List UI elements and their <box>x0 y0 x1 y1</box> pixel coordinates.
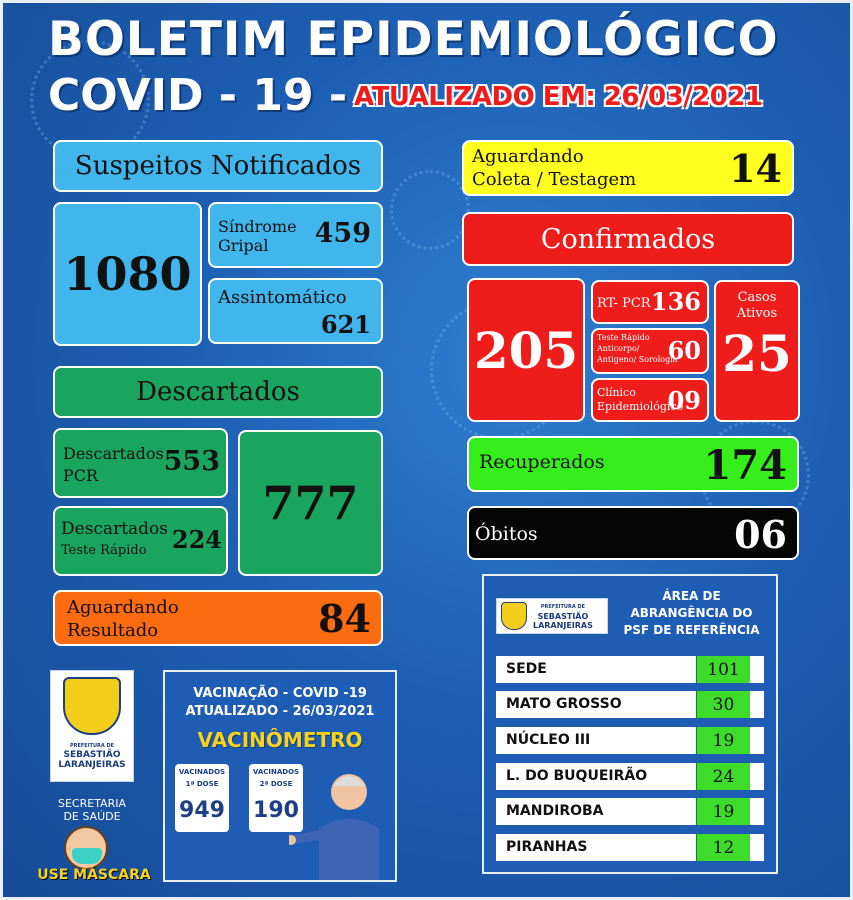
psf-title-3: PSF DE REFERÊNCIA <box>623 623 760 637</box>
prefeitura-logo <box>50 670 134 782</box>
sindrome-label-1: Síndrome <box>218 217 297 236</box>
obitos-label: Óbitos <box>475 523 538 545</box>
secretaria-text <box>40 797 144 823</box>
aguardando-coleta-label-2: Coleta / Testagem <box>472 169 637 190</box>
recuperados-label: Recuperados <box>479 451 605 473</box>
prefeitura-logo <box>496 598 608 634</box>
aguardando-resultado-card <box>53 590 383 646</box>
teste-rapido-label-3: Antigeno/ Sorologia <box>597 355 678 364</box>
secretaria-line-1: SECRETARIA <box>57 797 126 810</box>
teste-rapido-card <box>591 328 709 374</box>
rtpcr-label: RT- PCR <box>597 296 651 311</box>
dose-2-label-2: 2ª DOSE <box>259 780 293 788</box>
casos-ativos-card <box>714 280 800 422</box>
psf-row-name: L. DO BUQUEIRÃO <box>506 768 648 784</box>
sindrome-gripal-card <box>208 202 383 268</box>
aguardando-coleta-card <box>462 140 794 196</box>
clinico-label-1: Clínico <box>597 386 636 399</box>
psf-row-value: 19 <box>696 798 750 825</box>
psf-row-value: 24 <box>696 763 750 790</box>
psf-row-value: 19 <box>696 727 750 754</box>
psf-panel <box>482 574 778 874</box>
psf-title <box>614 588 769 639</box>
psf-row-name: MATO GROSSO <box>506 696 622 712</box>
descartados-pcr-label-1: Descartados <box>63 444 164 463</box>
psf-row-name: SEDE <box>506 661 547 677</box>
aguardando-resultado-label-1: Aguardando <box>67 597 179 618</box>
psf-row-value: 30 <box>696 691 750 718</box>
aguardando-resultado-label-2: Resultado <box>67 620 159 641</box>
dose-1-card <box>175 764 229 832</box>
casos-ativos-value: 25 <box>722 324 792 383</box>
confirmados-total: 205 <box>467 278 585 422</box>
psf-row-name: MANDIROBA <box>506 803 604 819</box>
psf-row <box>496 763 764 790</box>
psf-row <box>496 727 764 754</box>
psf-row <box>496 798 764 825</box>
secretaria-line-2: DE SAÚDE <box>63 810 121 823</box>
psf-row <box>496 834 764 861</box>
vacinacao-panel <box>163 670 397 882</box>
obitos-card <box>467 506 799 560</box>
suspeitos-total: 1080 <box>53 202 202 346</box>
vacinacao-line-2: ATUALIZADO - 26/03/2021 <box>185 704 375 719</box>
clinico-card <box>591 378 709 422</box>
vacinacao-line-1: VACINAÇÃO - COVID -19 <box>193 686 367 701</box>
psf-title-1: ÁREA DE <box>662 589 721 603</box>
teste-rapido-value: 60 <box>667 336 701 365</box>
assintomatico-value: 621 <box>320 310 371 339</box>
psf-row-value: 101 <box>696 656 750 683</box>
logo-name-1: SEBASTIÃO <box>63 750 121 760</box>
descartados-rapido-label-2: Teste Rápido <box>61 543 147 558</box>
descartados-pcr-value: 553 <box>163 446 220 477</box>
descartados-pcr-card <box>53 428 228 498</box>
confirmados-heading: Confirmados <box>462 212 794 266</box>
obitos-value: 06 <box>734 512 787 557</box>
sindrome-value: 459 <box>314 218 371 249</box>
aguardando-coleta-label-1: Aguardando <box>472 146 584 167</box>
teste-rapido-label-1: Teste Rápido <box>597 333 650 342</box>
bulletin-title: BOLETIM EPIDEMIOLÓGICO <box>48 12 779 67</box>
psf-row <box>496 691 764 718</box>
rtpcr-card <box>591 280 709 324</box>
mask-face-icon <box>64 826 108 870</box>
descartados-rapido-card <box>53 506 228 576</box>
teste-rapido-label-2: Anticorpo/ <box>597 344 640 353</box>
virus-icon <box>390 170 470 250</box>
rtpcr-value: 136 <box>650 287 701 316</box>
covid-title: COVID - 19 - <box>48 70 348 121</box>
shield-logo-icon <box>501 602 527 630</box>
descartados-heading: Descartados <box>53 366 383 418</box>
descartados-total: 777 <box>238 430 383 576</box>
shield-logo-icon <box>63 677 121 735</box>
clinico-label-2: Epidemiológico <box>597 400 684 413</box>
logo-small: PREFEITURA DE <box>69 743 115 749</box>
use-mask-text: USE MÁSCARA <box>37 867 151 883</box>
updated-date: ATUALIZADO EM: 26/03/2021 <box>354 82 763 112</box>
psf-logo-small: PREFEITURA DE <box>540 603 585 610</box>
suspeitos-heading: Suspeitos Notificados <box>53 140 383 192</box>
dose-1-value: 949 <box>179 798 225 823</box>
descartados-rapido-label-1: Descartados <box>61 519 169 539</box>
psf-title-2: ABRANGÊNCIA DO <box>630 606 753 620</box>
dose-2-value: 190 <box>253 798 299 823</box>
aguardando-resultado-value: 84 <box>318 596 371 641</box>
psf-row-name: PIRANHAS <box>506 839 588 855</box>
clinico-value: 09 <box>667 386 701 415</box>
sindrome-label-2: Gripal <box>218 236 269 255</box>
logo-name-2: LARANJEIRAS <box>58 760 126 770</box>
dose-1-label-1: VACINADOS <box>178 768 226 776</box>
casos-ativos-label-1: Casos <box>737 290 777 305</box>
dose-1-label-2: 1ª DOSE <box>185 780 219 788</box>
psf-logo-text <box>533 603 593 630</box>
descartados-pcr-label-2: PCR <box>63 466 99 485</box>
doctor-illustration <box>289 766 393 880</box>
recuperados-value: 174 <box>703 442 787 489</box>
descartados-rapido-value: 224 <box>171 525 222 554</box>
psf-logo-name-2: LARANJEIRAS <box>533 620 593 630</box>
psf-row-value: 12 <box>696 834 750 861</box>
psf-row-name: NÚCLEO III <box>506 732 591 748</box>
vacinometro-title: VACINÔMETRO <box>197 728 363 752</box>
casos-ativos-label-2: Ativos <box>736 306 778 321</box>
psf-logo-name-1: SEBASTIÃO <box>537 611 589 621</box>
psf-row <box>496 656 764 683</box>
logo-text <box>51 743 133 770</box>
assintomatico-card <box>208 278 383 344</box>
assintomatico-label: Assintomático <box>218 287 347 308</box>
recuperados-card <box>467 436 799 492</box>
aguardando-coleta-value: 14 <box>729 146 782 191</box>
dose-2-label-1: VACINADOS <box>252 768 300 776</box>
